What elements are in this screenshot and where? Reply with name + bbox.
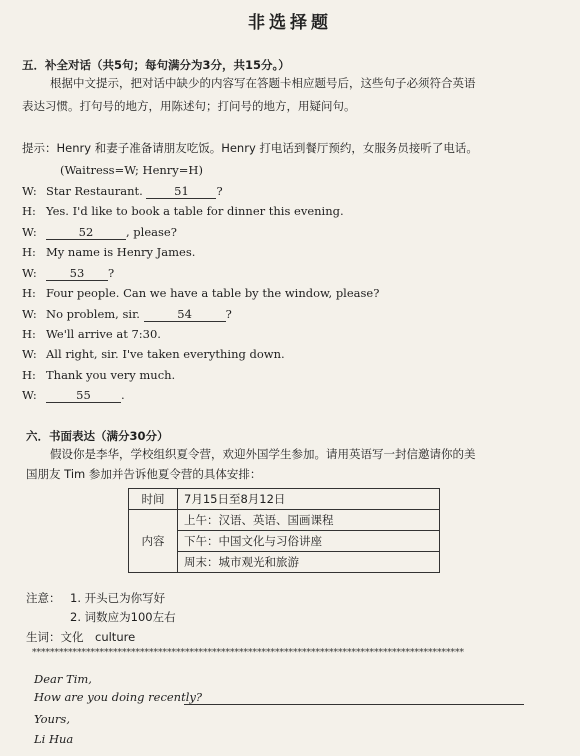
speaker-label: W: — [22, 184, 37, 198]
letter-closing: Yours, — [34, 712, 70, 726]
answer-blank-52[interactable]: 52 — [46, 225, 126, 240]
dialogue-line — [22, 368, 175, 382]
section5-hint: 提示：Henry 和妻子准备请朋友吃饭。Henry 打电话到餐厅预约，女服务员接听了电话。 — [22, 141, 478, 155]
dialogue-text: My name is Henry James. — [46, 245, 196, 259]
dialogue-text: No problem, sir. — [46, 307, 144, 321]
dialogue-line — [22, 245, 195, 259]
speaker-label: W: — [22, 225, 37, 239]
dialogue-text: Thank you very much. — [46, 368, 176, 382]
section5-roles: (Waitress=W; Henry=H) — [60, 163, 203, 177]
content-label: 内容 — [129, 510, 178, 573]
section6-instruction-line1: 假设你是李华，学校组织夏令营，欢迎外国学生参加。请用英语写一封信邀请你的美 — [50, 447, 476, 461]
speaker-label: W: — [22, 347, 37, 361]
section5-heading: 五．补全对话（共5句；每句满分为3分，共15分。） — [22, 58, 290, 72]
speaker-label: H: — [22, 286, 36, 300]
dialogue-line — [22, 286, 379, 300]
dialogue-text-after: ? — [225, 307, 232, 321]
note-1: 1. 开头已为你写好 — [70, 591, 166, 605]
note-2: 2. 词数应为100左右 — [70, 610, 176, 624]
speaker-label: H: — [22, 245, 36, 259]
letter-signature: Li Hua — [34, 732, 74, 746]
dialogue-line — [22, 307, 232, 322]
speaker-label: H: — [22, 368, 36, 382]
section6-instruction-line2: 国朋友 Tim 参加并告诉他夏令营的具体安排： — [26, 467, 262, 481]
answer-blank-53[interactable]: 53 — [46, 266, 108, 281]
answer-blank-55[interactable]: 55 — [46, 388, 121, 403]
dialogue-text: All right, sir. I've taken everything down. — [46, 347, 285, 361]
speaker-label: H: — [22, 204, 36, 218]
dialogue-line — [22, 347, 285, 361]
section6-heading: 六．书面表达（满分30分） — [26, 429, 169, 443]
speaker-label: H: — [22, 327, 36, 341]
dialogue-text: We'll arrive at 7:30. — [46, 327, 161, 341]
page-title: 非选择题 — [248, 13, 332, 33]
vocabulary: 生词：文化 culture — [26, 630, 136, 644]
dialogue-text: Star Restaurant. — [46, 184, 147, 198]
dialogue-text: Four people. Can we have a table by the window, please? — [46, 286, 380, 300]
speaker-label: W: — [22, 307, 37, 321]
answer-blank-54[interactable]: 54 — [144, 307, 226, 322]
content-afternoon: 下午：中国文化与习俗讲座 — [178, 531, 440, 552]
separator-stars: ************************************************************************************************ — [32, 648, 464, 658]
time-value: 7月15日至8月12日 — [178, 489, 440, 510]
schedule-table — [128, 488, 440, 573]
answer-blank-51[interactable]: 51 — [146, 184, 216, 199]
dialogue-line — [22, 184, 223, 199]
speaker-label: W: — [22, 388, 37, 402]
dialogue-line — [22, 266, 114, 281]
section5-instruction-line2: 表达习惯。打句号的地方，用陈述句；打问号的地方，用疑问句。 — [22, 99, 356, 113]
content-morning: 上午：汉语、英语、国画课程 — [178, 510, 440, 531]
notes-label: 注意： — [26, 591, 61, 605]
dialogue-line — [22, 204, 344, 218]
dialogue-line — [22, 388, 125, 403]
letter-greeting: Dear Tim, — [34, 672, 92, 686]
dialogue-text: Yes. I'd like to book a table for dinner this evening. — [46, 204, 344, 218]
dialogue-line — [22, 327, 161, 341]
dialogue-text-after: . — [121, 388, 125, 402]
section5-instruction-line1: 根据中文提示，把对话中缺少的内容写在答题卡相应题号后，这些句子必须符合英语 — [50, 76, 476, 90]
letter-first-line: How are you doing recently? — [34, 690, 203, 704]
schedule-content-row — [129, 510, 440, 531]
speaker-label: W: — [22, 266, 37, 280]
dialogue-text-after: , please? — [126, 225, 177, 239]
dialogue-text-after: ? — [216, 184, 223, 198]
dialogue-line — [22, 225, 177, 240]
time-label: 时间 — [129, 489, 178, 510]
content-weekend: 周末：城市观光和旅游 — [178, 552, 440, 573]
schedule-time-row — [129, 489, 440, 510]
writing-line[interactable] — [184, 704, 524, 705]
dialogue-text-after: ? — [108, 266, 115, 280]
